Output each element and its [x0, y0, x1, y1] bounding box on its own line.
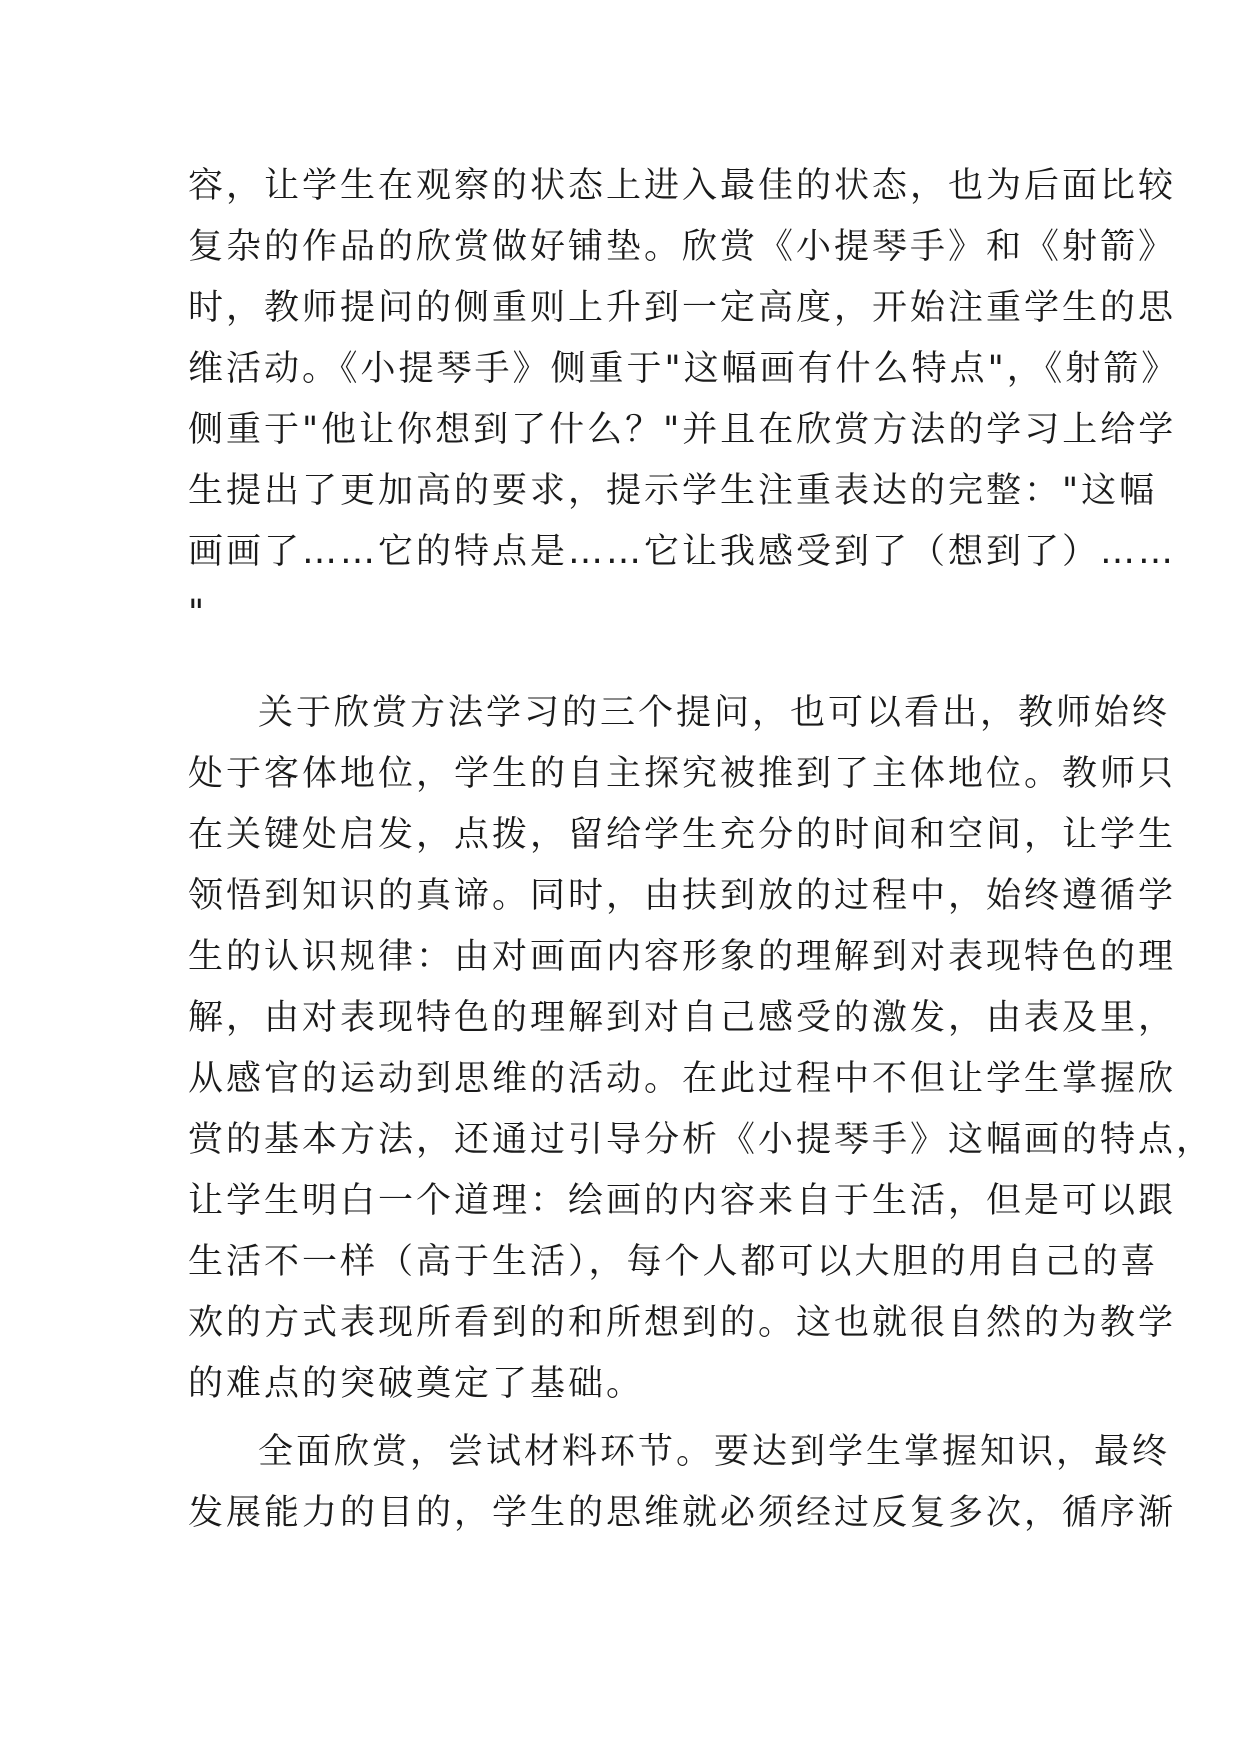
paragraph-line: 从感官的运动到思维的活动。在此过程中不但让学生掌握欣	[188, 1059, 1177, 1099]
paragraph-3	[188, 1422, 1177, 1544]
paragraph-line: 让学生明白一个道理：绘画的内容来自于生活，但是可以跟	[188, 1181, 1177, 1221]
paragraph-line: 容，让学生在观察的状态上进入最佳的状态，也为后面比较	[188, 166, 1177, 206]
paragraph-line: 生的认识规律：由对画面内容形象的理解到对表现特色的理	[188, 937, 1177, 977]
paragraph-line: 解，由对表现特色的理解到对自己感受的激发，由表及里，	[188, 998, 1177, 1038]
paragraph-line: 生活不一样（高于生活），每个人都可以大胆的用自己的喜	[188, 1242, 1159, 1282]
paragraph-line: 处于客体地位，学生的自主探究被推到了主体地位。教师只	[188, 754, 1177, 794]
paragraph-line: 赏的基本方法，还通过引导分析《小提琴手》这幅画的特点，	[188, 1120, 1215, 1160]
paragraph-line: 生提出了更加高的要求，提示学生注重表达的完整："这幅	[188, 471, 1158, 511]
paragraph-line: 时，教师提问的侧重则上升到一定高度，开始注重学生的思	[188, 288, 1177, 328]
paragraph-line: "	[188, 593, 208, 633]
paragraph-line: 侧重于"他让你想到了什么？"并且在欣赏方法的学习上给学	[188, 410, 1177, 450]
paragraph-line: 复杂的作品的欣赏做好铺垫。欣赏《小提琴手》和《射箭》	[188, 227, 1177, 267]
paragraph-line: 欢的方式表现所看到的和所想到的。这也就很自然的为教学	[188, 1303, 1177, 1343]
paragraph-first-line: 关于欣赏方法学习的三个提问，也可以看出，教师始终	[258, 693, 1171, 733]
paragraph-line: 在关键处启发，点拨，留给学生充分的时间和空间，让学生	[188, 815, 1177, 855]
paragraph-line: 维活动。《小提琴手》侧重于"这幅画有什么特点"，《射箭》	[188, 349, 1180, 389]
paragraph-2	[188, 683, 1215, 1415]
paragraph-line: 领悟到知识的真谛。同时，由扶到放的过程中，始终遵循学	[188, 876, 1177, 916]
paragraph-first-line: 全面欣赏，尝试材料环节。要达到学生掌握知识，最终	[258, 1432, 1171, 1472]
paragraph-line: 的难点的突破奠定了基础。	[188, 1364, 645, 1404]
paragraph-1	[188, 156, 1180, 644]
paragraph-line: 发展能力的目的，学生的思维就必须经过反复多次，循序渐	[188, 1493, 1177, 1533]
paragraph-line: 画画了……它的特点是……它让我感受到了（想到了）……	[188, 532, 1177, 572]
